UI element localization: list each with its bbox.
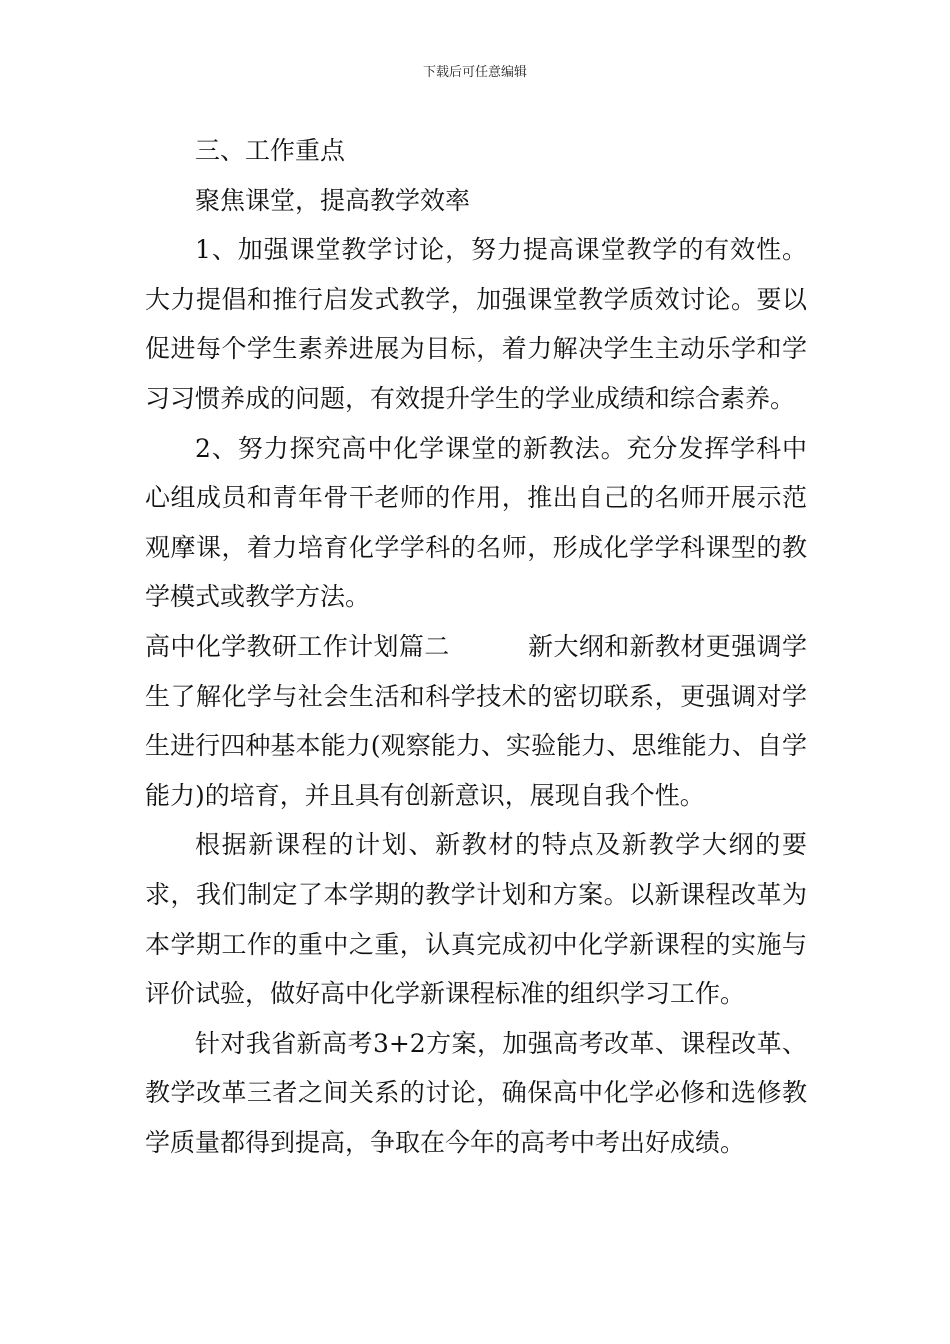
document-body xyxy=(145,126,807,1167)
paragraph-2: 2、努力探究高中化学课堂的新教法。充分发挥学科中心组成员和青年骨干老师的作用，推出自己的名师开展示范观摩课，着力培育化学学科的名师，形成化学学科课型的教学模式或教学方法。 xyxy=(145,433,807,612)
section-2-title: 高中化学教研工作计划篇二 xyxy=(145,631,450,661)
paragraph-5: 针对我省新高考3+2方案，加强高考改革、课程改革、教学改革三者之间关系的讨论，确保高中化学必修和选修教学质量都得到提高，争取在今年的高考中考出好成绩。 xyxy=(145,1028,807,1157)
section-subheading: 聚焦课堂，提高教学效率 xyxy=(195,185,471,215)
paragraph-3: 新大纲和新教材更强调学生了解化学与社会生活和科学技术的密切联系，更强调对学生进行四种基本能力(观察能力、实验能力、思维能力、自学能力)的培育，并且具有创新意识，展现自我个性。 xyxy=(145,631,807,810)
section-heading: 三、工作重点 xyxy=(195,136,346,165)
page-header-note: 下载后可任意编辑 xyxy=(422,65,527,80)
paragraph-3-block xyxy=(145,622,807,820)
paragraph-4: 根据新课程的计划、新教材的特点及新教学大纲的要求，我们制定了本学期的教学计划和方案。以新课程改革为本学期工作的重中之重，认真完成初中化学新课程的实施与评价试验，做好高中化学新课程标准的组织学习工作。 xyxy=(145,830,807,1009)
paragraph-1: 1、加强课堂教学讨论，努力提高课堂教学的有效性。大力提倡和推行启发式教学，加强课堂教学质效讨论。要以促进每个学生素养进展为目标，着力解决学生主动乐学和学习习惯养成的问题，有效提升学生的学业成绩和综合素养。 xyxy=(145,235,807,413)
